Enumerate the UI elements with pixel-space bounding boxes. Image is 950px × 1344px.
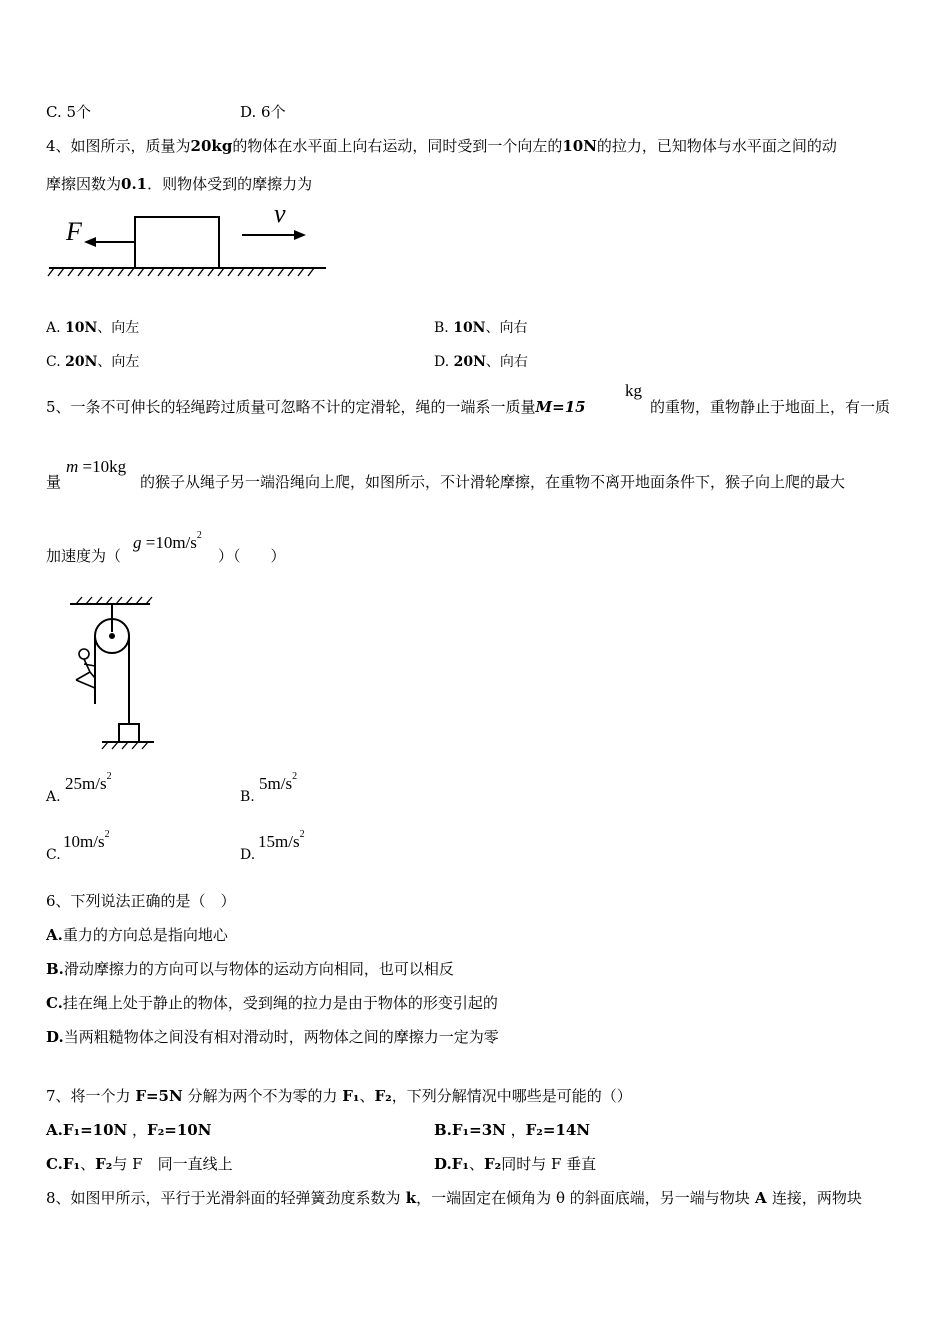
q6-option-a: A.重力的方向总是指向地心: [46, 926, 228, 944]
q3-option-c: C. 5个: [46, 103, 92, 121]
q7-option-c: C.F₁、F₂与 F 同一直线上: [46, 1155, 233, 1173]
q5-math-m: m =10kg: [66, 457, 127, 476]
q4-option-b: B. 10N、向右: [434, 320, 528, 336]
weight-block: [119, 724, 139, 742]
q6-option-d: D.当两粗糙物体之间没有相对滑动时，两物体之间的摩擦力一定为零: [46, 1028, 499, 1046]
q4-stem-line1: 4、如图所示，质量为20kg的物体在水平面上向右运动，同时受到一个向左的10N的拉力，已知物体与水平面之间的动: [46, 137, 837, 155]
q7-option-b: B.F₁=3N ，F₂=14N: [434, 1121, 591, 1139]
q5-text-a: 5、一条不可伸长的轻绳跨过质量可忽略不计的定滑轮，绳的一端系一质量: [46, 398, 536, 416]
q8-stem: 8、如图甲所示，平行于光滑斜面的轻弹簧劲度系数为 k，一端固定在倾角为 θ 的斜面底端，另一端与物块 A 连接，两物块: [46, 1189, 862, 1207]
q5-pulley-figure: [62, 592, 162, 754]
q6-option-b: B.滑动摩擦力的方向可以与物体的运动方向相同，也可以相反: [46, 960, 454, 978]
q7-stem: 7、将一个力 F=5N 分解为两个不为零的力 F₁、F₂，下列分解情况中哪些是可能的（）: [46, 1087, 632, 1105]
q5-stem-line3-end: ）（ ）: [218, 547, 286, 565]
q4-block-figure: [44, 200, 334, 284]
ground-hatching: [48, 268, 314, 276]
q5-option-b-label: B.: [240, 789, 255, 805]
force-arrow-head: [84, 237, 96, 247]
pulley-axle: [109, 633, 115, 639]
velocity-arrow-head: [294, 230, 306, 240]
q7-option-a: A.F₁=10N ，F₂=10N: [46, 1121, 212, 1139]
q6-option-c: C.挂在绳上处于静止的物体，受到绳的拉力是由于物体的形变引起的: [46, 994, 498, 1012]
q4-option-a: A. 10N、向左: [46, 320, 140, 336]
q5-option-a-label: A.: [46, 789, 61, 805]
q6-stem: 6、下列说法正确的是（ ）: [46, 892, 236, 910]
q5-stem-line3-start: 加速度为（: [46, 547, 122, 565]
q5-stem-line1-end: 的重物，重物静止于地面上，有一质: [650, 398, 891, 416]
q5-option-d-label: D.: [240, 847, 256, 863]
velocity-label: v: [274, 200, 286, 228]
q5-option-d-value: $15m/s^2$: [258, 829, 305, 851]
monkey-figure: [76, 649, 95, 688]
q5-stem-line2-end: 的猴子从绳子另一端沿绳向上爬，如图所示，不计滑轮摩擦，在重物不离开地面条件下，猴子向上爬的最大: [140, 473, 846, 491]
q5-option-c-value: $10m/s^2$: [63, 829, 110, 851]
force-label: F: [66, 217, 82, 246]
q5-option-b-value: $5m/s^2$: [259, 771, 298, 793]
q5-option-a-value: $25m/s^2$: [65, 771, 112, 793]
q7-option-d: D.F₁、F₂同时与 F 垂直: [434, 1155, 597, 1173]
q4-option-c: C. 20N、向左: [46, 354, 140, 370]
q5-stem-line1: [46, 397, 586, 417]
q4-option-d: D. 20N、向右: [434, 354, 528, 370]
ceiling-hatching: [76, 597, 152, 604]
q3-option-d: D. 6个: [240, 103, 286, 121]
q5-unit-kg: kg: [625, 381, 642, 400]
floor-hatching: [102, 742, 148, 749]
q4-stem-line2: 摩擦因数为0.1．则物体受到的摩擦力为: [46, 175, 313, 193]
block-rect: [135, 217, 219, 268]
q5-stem-line2-start: 量: [46, 473, 62, 491]
q5-option-c-label: C.: [46, 847, 61, 863]
q5-mass-M: M=15: [535, 398, 586, 416]
q5-math-g: $g =10m/s^2$: [133, 530, 202, 552]
